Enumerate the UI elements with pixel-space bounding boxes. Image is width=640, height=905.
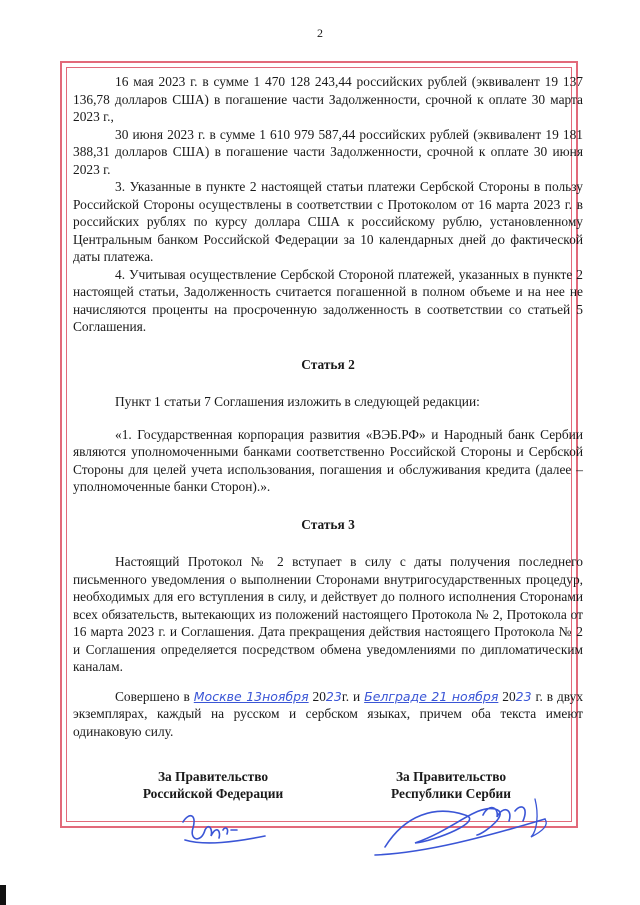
closing-year-1-prefix: 20 <box>312 688 326 704</box>
article-2-quote: «1. Государственная корпорация развития «ВЭБ.РФ» и Народный банк Сербии являются уполномоченными банками соответственно Российской Стороны и Сербской Стороны для целей учета использования, погашения и обслуживания кредита (далее – уполномоченные банки Сторон).». <box>73 426 583 494</box>
signature-russia-line2: Российской Федерации <box>142 786 284 801</box>
paragraph-point-4: 4. Учитывая осуществление Сербской Стороной платежей, указанных в пункте 2 настоящей статьи, Задолженность считается погашенной в полном объеме и на нее не начисляются проценты на просроченную задолженность в соответствии со статьей 5 Соглашения. <box>73 266 583 334</box>
signature-serbia-line2: Республики Сербии <box>390 786 511 801</box>
closing-paragraph <box>73 688 583 741</box>
closing-mid: г. и <box>341 688 361 704</box>
signature-block-russia <box>98 768 328 802</box>
article-2-intro: Пункт 1 статьи 7 Соглашения изложить в следующей редакции: <box>115 394 480 409</box>
signature-russia-line1: За Правительство <box>157 769 269 784</box>
paragraph-payment-june: 30 июня 2023 г. в сумме 1 610 979 587,44 российских рублей (эквивалент 19 181 388,31 долларов США) в погашение части Задолженности, срочной к оплате 30 июня 2023 г. <box>73 126 583 177</box>
closing-suffix: г. <box>535 688 543 704</box>
handwritten-signature-russia <box>175 800 275 850</box>
paragraph-point-3: 3. Указанные в пункте 2 настоящей статьи платежи Сербской Стороны в пользу Российской Стороны осуществлены в соответствии с Протоколом от 16 марта 2023 г. в российских рублях по курсу доллара США к российскому рублю, установленному Центральным банком Российской Федерации за 10 календарных дней до фактической даты платежа. <box>73 179 583 264</box>
document-body <box>73 73 583 740</box>
page-number: 2 <box>317 26 323 40</box>
handwritten-place-date-1: Москве 13ноября <box>193 688 309 704</box>
signature-serbia-line1: За Правительство <box>395 769 507 784</box>
handwritten-place-date-2: Белграде 21 ноября <box>364 688 499 704</box>
handwritten-year-2: 23 <box>515 688 532 704</box>
closing-rest: в двух экземплярах, каждый на русском и сербском языках, причем оба текста имеют одинаковую силу. <box>73 688 584 739</box>
article-2-heading: Статья 2 <box>301 356 355 372</box>
handwritten-signature-serbia <box>365 785 565 865</box>
closing-prefix: Совершено в <box>115 688 190 704</box>
paragraph-payment-may: 16 мая 2023 г. в сумме 1 470 128 243,44 российских рублей (эквивалент 19 137 136,78 долларов США) в погашение части Задолженности, срочной к оплате 30 марта 2023 г., <box>73 74 583 124</box>
article-3-heading: Статья 3 <box>301 516 355 532</box>
article-3-body: Настоящий Протокол № 2 вступает в силу с даты получения последнего письменного уведомления о выполнении Сторонами внутригосударственных процедур, необходимых для его вступления в силу, и действует до полного исполнения Сторонами всех обязательств, вытекающих из положений настоящего Протокола № 2, Протокола от 16 марта 2023 г. и Соглашения. Дата прекращения действия настоящего Протокола № 2 и Соглашения определяется посредством обмена уведомлениями по дипломатическим каналам. <box>73 554 583 674</box>
handwritten-year-1: 23 <box>325 688 342 704</box>
scan-edge-mark <box>0 885 6 905</box>
closing-year-2-prefix: 20 <box>502 688 516 704</box>
